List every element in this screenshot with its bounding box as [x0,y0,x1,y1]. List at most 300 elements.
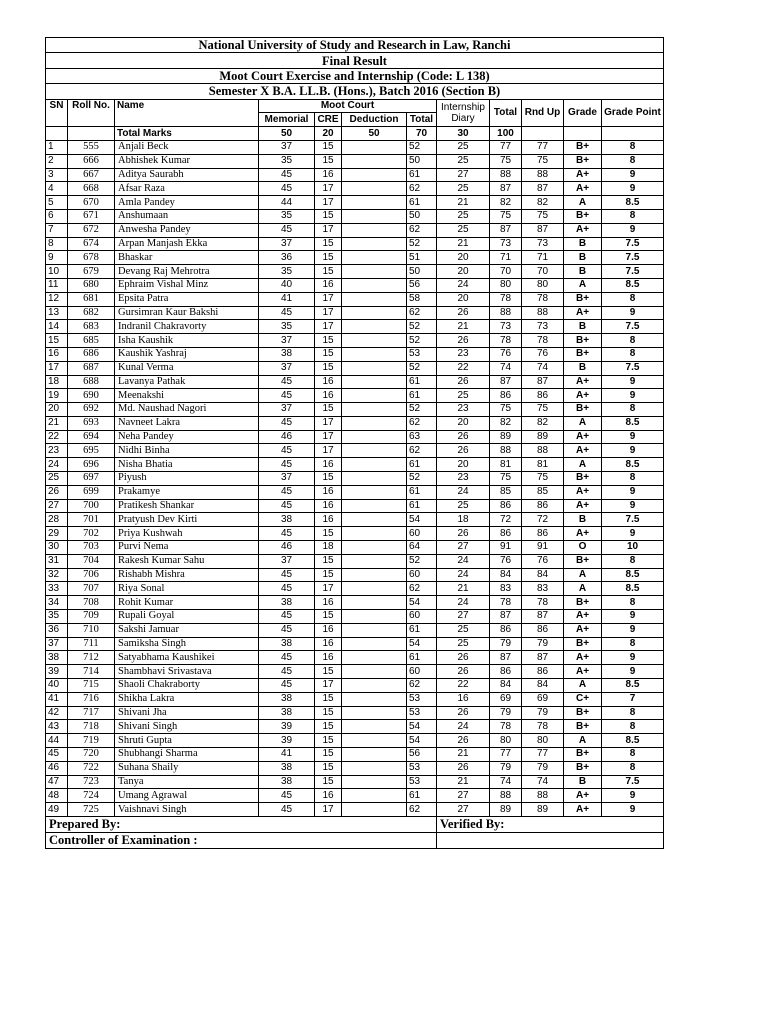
cell-sn: 26 [46,485,68,499]
cell-grade: A+ [564,789,602,803]
cell-sn: 10 [46,265,68,279]
cell-name: Abhishek Kumar [115,154,259,168]
total-marks-label: Total Marks [115,127,259,141]
cell-grade-point: 9 [602,485,664,499]
cell-total: 56 [407,748,437,762]
cell-rnd-up: 78 [522,292,564,306]
total-marks-grade-point [602,127,664,141]
cell-sn: 9 [46,251,68,265]
cell-internship: 21 [437,748,490,762]
cell-deduction [342,803,407,817]
cell-grand-total: 83 [490,582,522,596]
cell-memorial: 35 [259,209,315,223]
total-marks-deduction: 50 [342,127,407,141]
cell-rnd-up: 88 [522,168,564,182]
col-header-grand-total: Total [490,99,522,127]
cell-name: Anwesha Pandey [115,223,259,237]
cell-deduction [342,209,407,223]
cell-memorial: 38 [259,347,315,361]
cell-grade-point: 9 [602,375,664,389]
cell-cre: 16 [315,389,342,403]
cell-memorial: 45 [259,458,315,472]
cell-grand-total: 78 [490,596,522,610]
table-row [46,554,664,568]
cell-memorial: 45 [259,182,315,196]
cell-memorial: 45 [259,610,315,624]
cell-internship: 21 [437,196,490,210]
cell-total: 53 [407,706,437,720]
table-row [46,320,664,334]
table-row [46,168,664,182]
cell-grand-total: 73 [490,237,522,251]
table-row [46,430,664,444]
cell-memorial: 45 [259,375,315,389]
cell-grade-point: 9 [602,430,664,444]
cell-cre: 16 [315,651,342,665]
cell-deduction [342,458,407,472]
cell-sn: 46 [46,761,68,775]
cell-internship: 26 [437,651,490,665]
cell-internship: 24 [437,278,490,292]
cell-memorial: 38 [259,775,315,789]
cell-roll: 700 [68,499,115,513]
table-row [46,223,664,237]
cell-sn: 18 [46,375,68,389]
cell-roll: 716 [68,692,115,706]
cell-memorial: 45 [259,168,315,182]
cell-name: Shruti Gupta [115,734,259,748]
cell-grade: A+ [564,375,602,389]
cell-rnd-up: 85 [522,485,564,499]
cell-roll: 693 [68,416,115,430]
cell-grand-total: 73 [490,320,522,334]
cell-sn: 8 [46,237,68,251]
table-row [46,623,664,637]
cell-roll: 681 [68,292,115,306]
cell-grand-total: 75 [490,403,522,417]
cell-grade: A [564,582,602,596]
cell-sn: 24 [46,458,68,472]
cell-name: Aditya Saurabh [115,168,259,182]
cell-name: Tanya [115,775,259,789]
cell-sn: 1 [46,140,68,154]
cell-name: Suhana Shaily [115,761,259,775]
cell-cre: 15 [315,554,342,568]
cell-grand-total: 80 [490,734,522,748]
cell-total: 61 [407,375,437,389]
total-marks-internship: 30 [437,127,490,141]
table-row [46,403,664,417]
cell-deduction [342,416,407,430]
cell-deduction [342,389,407,403]
cell-total: 62 [407,444,437,458]
table-row [46,527,664,541]
cell-grade-point: 9 [602,623,664,637]
cell-total: 54 [407,596,437,610]
cell-deduction [342,623,407,637]
cell-deduction [342,403,407,417]
cell-grand-total: 79 [490,637,522,651]
cell-internship: 25 [437,623,490,637]
cell-internship: 27 [437,789,490,803]
cell-internship: 24 [437,596,490,610]
cell-sn: 6 [46,209,68,223]
cell-total: 62 [407,582,437,596]
cell-memorial: 39 [259,720,315,734]
cell-rnd-up: 79 [522,706,564,720]
cell-total: 61 [407,789,437,803]
cell-grade-point: 7.5 [602,775,664,789]
cell-cre: 16 [315,789,342,803]
cell-grade-point: 9 [602,168,664,182]
cell-sn: 7 [46,223,68,237]
cell-sn: 11 [46,278,68,292]
cell-grade-point: 7.5 [602,265,664,279]
cell-total: 50 [407,209,437,223]
cell-grade: A [564,679,602,693]
cell-memorial: 38 [259,706,315,720]
cell-rnd-up: 82 [522,416,564,430]
cell-total: 60 [407,610,437,624]
cell-grade-point: 9 [602,651,664,665]
table-row [46,389,664,403]
cell-roll: 717 [68,706,115,720]
cell-cre: 15 [315,610,342,624]
cell-total: 50 [407,154,437,168]
cell-cre: 17 [315,444,342,458]
cell-cre: 16 [315,596,342,610]
cell-name: Neha Pandey [115,430,259,444]
result-sheet-table [45,37,664,849]
cell-grade: A [564,196,602,210]
cell-name: Purvi Nema [115,541,259,555]
cell-grand-total: 86 [490,389,522,403]
cell-cre: 15 [315,265,342,279]
total-marks-memorial: 50 [259,127,315,141]
cell-grade-point: 9 [602,499,664,513]
cell-roll: 679 [68,265,115,279]
cell-grade-point: 9 [602,610,664,624]
cell-roll: 699 [68,485,115,499]
cell-memorial: 45 [259,444,315,458]
cell-rnd-up: 86 [522,499,564,513]
cell-name: Lavanya Pathak [115,375,259,389]
cell-grand-total: 79 [490,706,522,720]
cell-name: Nidhi Binha [115,444,259,458]
cell-cre: 16 [315,499,342,513]
cell-internship: 26 [437,334,490,348]
cell-internship: 21 [437,320,490,334]
table-row [46,140,664,154]
cell-sn: 25 [46,472,68,486]
cell-internship: 26 [437,444,490,458]
table-row [46,416,664,430]
col-header-grade-point: Grade Point [602,99,664,127]
cell-rnd-up: 88 [522,444,564,458]
cell-cre: 15 [315,527,342,541]
col-header-roll: Roll No. [68,99,115,127]
semester-title: Semester X B.A. LL.B. (Hons.), Batch 2016 (Section B) [46,84,664,99]
cell-rnd-up: 75 [522,154,564,168]
cell-grade: A+ [564,803,602,817]
cell-memorial: 40 [259,278,315,292]
table-row [46,610,664,624]
cell-internship: 26 [437,706,490,720]
cell-grade-point: 8 [602,334,664,348]
cell-deduction [342,237,407,251]
cell-grade-point: 8 [602,140,664,154]
cell-memorial: 45 [259,623,315,637]
cell-grade: B+ [564,209,602,223]
cell-rnd-up: 78 [522,720,564,734]
cell-cre: 15 [315,706,342,720]
cell-roll: 668 [68,182,115,196]
cell-deduction [342,554,407,568]
cell-cre: 17 [315,306,342,320]
cell-deduction [342,665,407,679]
col-header-grade: Grade [564,99,602,127]
cell-roll: 667 [68,168,115,182]
cell-roll: 708 [68,596,115,610]
cell-rnd-up: 77 [522,748,564,762]
total-marks-grade [564,127,602,141]
cell-name: Nisha Bhatia [115,458,259,472]
cell-memorial: 37 [259,554,315,568]
cell-grand-total: 79 [490,761,522,775]
cell-cre: 17 [315,430,342,444]
cell-deduction [342,734,407,748]
cell-cre: 16 [315,637,342,651]
cell-grade-point: 9 [602,182,664,196]
cell-roll: 672 [68,223,115,237]
cell-sn: 49 [46,803,68,817]
cell-memorial: 37 [259,237,315,251]
cell-sn: 3 [46,168,68,182]
cell-total: 61 [407,168,437,182]
cell-grade: A [564,734,602,748]
cell-sn: 16 [46,347,68,361]
cell-rnd-up: 78 [522,596,564,610]
table-row [46,472,664,486]
cell-grade-point: 8 [602,637,664,651]
cell-deduction [342,651,407,665]
table-row [46,720,664,734]
cell-rnd-up: 87 [522,223,564,237]
cell-total: 61 [407,499,437,513]
cell-internship: 24 [437,554,490,568]
table-row [46,361,664,375]
col-header-sn: SN [46,99,68,127]
cell-grand-total: 89 [490,803,522,817]
table-row [46,706,664,720]
cell-grade-point: 9 [602,444,664,458]
cell-grade-point: 7.5 [602,361,664,375]
cell-sn: 14 [46,320,68,334]
cell-grand-total: 88 [490,306,522,320]
cell-roll: 688 [68,375,115,389]
cell-roll: 722 [68,761,115,775]
cell-cre: 17 [315,196,342,210]
cell-roll: 666 [68,154,115,168]
cell-roll: 697 [68,472,115,486]
cell-cre: 17 [315,292,342,306]
table-row [46,679,664,693]
cell-deduction [342,278,407,292]
cell-rnd-up: 70 [522,265,564,279]
cell-internship: 18 [437,513,490,527]
cell-grade-point: 8 [602,292,664,306]
cell-deduction [342,610,407,624]
cell-grade: A+ [564,610,602,624]
cell-memorial: 36 [259,251,315,265]
table-row [46,513,664,527]
cell-memorial: 45 [259,389,315,403]
cell-deduction [342,154,407,168]
cell-memorial: 45 [259,679,315,693]
cell-deduction [342,265,407,279]
cell-deduction [342,375,407,389]
cell-total: 50 [407,265,437,279]
cell-total: 54 [407,513,437,527]
cell-roll: 710 [68,623,115,637]
cell-internship: 25 [437,209,490,223]
table-row [46,444,664,458]
cell-name: Gursimran Kaur Bakshi [115,306,259,320]
cell-grade: A+ [564,444,602,458]
cell-grade: B+ [564,154,602,168]
cell-total: 52 [407,554,437,568]
table-row [46,692,664,706]
cell-grade: A+ [564,306,602,320]
cell-grand-total: 76 [490,554,522,568]
cell-memorial: 45 [259,651,315,665]
cell-sn: 35 [46,610,68,624]
cell-deduction [342,513,407,527]
cell-cre: 15 [315,568,342,582]
cell-cre: 15 [315,748,342,762]
cell-name: Priya Kushwah [115,527,259,541]
cell-name: Riya Sonal [115,582,259,596]
cell-total: 62 [407,306,437,320]
cell-sn: 4 [46,182,68,196]
cell-rnd-up: 86 [522,389,564,403]
cell-roll: 724 [68,789,115,803]
cell-name: Vaishnavi Singh [115,803,259,817]
cell-name: Shivani Singh [115,720,259,734]
cell-rnd-up: 84 [522,568,564,582]
prepared-by-label: Prepared By: [46,817,437,833]
cell-total: 61 [407,623,437,637]
cell-deduction [342,748,407,762]
cell-grand-total: 75 [490,209,522,223]
cell-rnd-up: 86 [522,527,564,541]
cell-total: 53 [407,761,437,775]
cell-roll: 709 [68,610,115,624]
cell-roll: 723 [68,775,115,789]
cell-sn: 21 [46,416,68,430]
cell-deduction [342,168,407,182]
cell-cre: 16 [315,278,342,292]
cell-sn: 29 [46,527,68,541]
col-header-internship [437,99,490,127]
cell-deduction [342,679,407,693]
cell-name: Shivani Jha [115,706,259,720]
cell-cre: 15 [315,403,342,417]
cell-rnd-up: 89 [522,803,564,817]
cell-memorial: 45 [259,789,315,803]
cell-memorial: 45 [259,485,315,499]
cell-sn: 39 [46,665,68,679]
cell-grade: A [564,568,602,582]
cell-name: Umang Agrawal [115,789,259,803]
cell-internship: 26 [437,761,490,775]
cell-sn: 45 [46,748,68,762]
cell-grade-point: 8 [602,748,664,762]
table-row [46,637,664,651]
cell-cre: 15 [315,209,342,223]
cell-rnd-up: 80 [522,734,564,748]
cell-grand-total: 86 [490,527,522,541]
cell-total: 60 [407,665,437,679]
cell-roll: 703 [68,541,115,555]
cell-internship: 26 [437,375,490,389]
cell-name: Shubhangi Sharma [115,748,259,762]
cell-grade-point: 9 [602,789,664,803]
cell-cre: 17 [315,416,342,430]
table-row [46,789,664,803]
cell-grade-point: 8.5 [602,196,664,210]
cell-rnd-up: 89 [522,430,564,444]
cell-sn: 33 [46,582,68,596]
cell-roll: 718 [68,720,115,734]
cell-grade-point: 8 [602,347,664,361]
cell-cre: 17 [315,679,342,693]
cell-roll: 704 [68,554,115,568]
cell-sn: 20 [46,403,68,417]
cell-cre: 15 [315,665,342,679]
cell-grade: C+ [564,692,602,706]
cell-internship: 20 [437,416,490,430]
cell-name: Amla Pandey [115,196,259,210]
cell-deduction [342,320,407,334]
cell-grade-point: 8.5 [602,416,664,430]
cell-grade: B+ [564,403,602,417]
cell-roll: 706 [68,568,115,582]
cell-cre: 15 [315,761,342,775]
cell-total: 61 [407,196,437,210]
cell-grand-total: 87 [490,182,522,196]
cell-grade: B [564,320,602,334]
cell-grade: B+ [564,472,602,486]
cell-internship: 27 [437,541,490,555]
cell-cre: 17 [315,223,342,237]
cell-sn: 47 [46,775,68,789]
cell-grade: A+ [564,665,602,679]
cell-grand-total: 87 [490,375,522,389]
cell-grade: B [564,513,602,527]
cell-deduction [342,430,407,444]
cell-name: Ephraim Vishal Minz [115,278,259,292]
cell-grade: A [564,416,602,430]
cell-cre: 15 [315,361,342,375]
cell-sn: 32 [46,568,68,582]
cell-memorial: 45 [259,306,315,320]
cell-total: 51 [407,251,437,265]
cell-grand-total: 84 [490,568,522,582]
cell-rnd-up: 81 [522,458,564,472]
cell-memorial: 39 [259,734,315,748]
cell-grand-total: 77 [490,140,522,154]
